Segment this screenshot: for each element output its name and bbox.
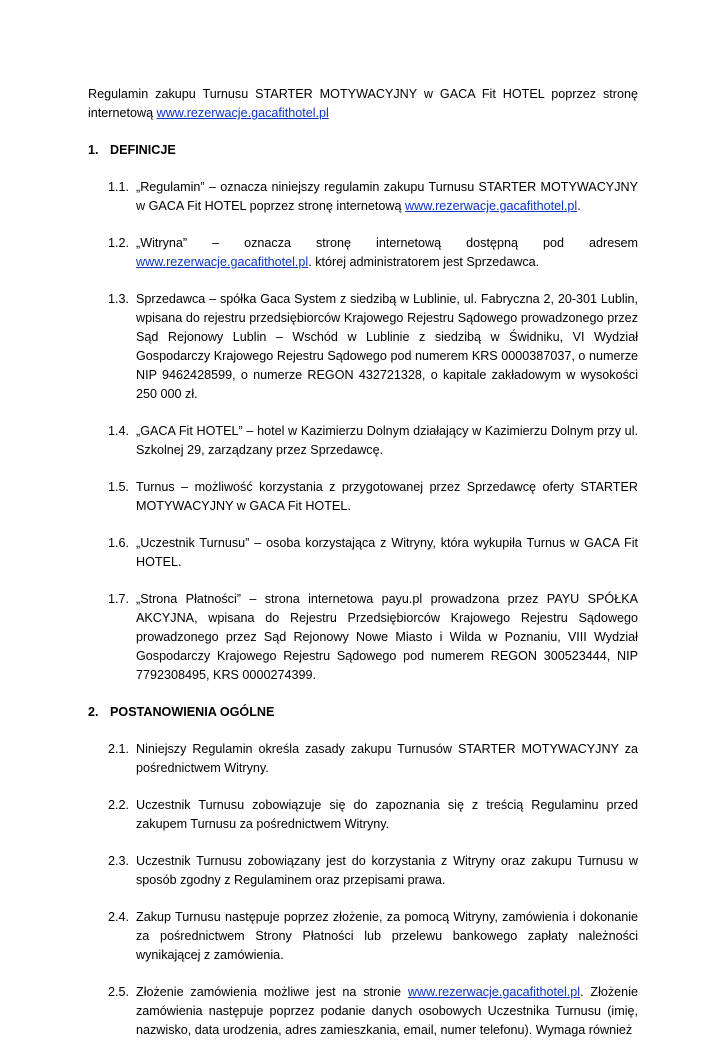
section-number: 1. — [88, 143, 99, 157]
item-text: „Strona Płatności” – strona internetowa payu.pl prowadzona przez PAYU SPÓŁKA AKCYJNA, wpisana do Rejestru Przedsiębiorców Krajowego Rejestru Sądowego prowadzonego przez Sąd Rejonowy Nowe Miasto i Wilda w Poznaniu, VIII Wydział Gospodarczy Krajowego Rejestru Sądowego pod numerem REGON 300523444, NIP 7792308495, KRS 0000274399. — [136, 592, 638, 682]
list-item — [108, 796, 638, 834]
item-text: „Uczestnik Turnusu” – osoba korzystająca z Witryny, która wykupiła Turnus w GACA Fit HOTEL. — [136, 536, 638, 569]
item-number: 1.6. — [108, 536, 130, 550]
section-title: POSTANOWIENIA OGÓLNE — [110, 705, 275, 719]
list-item — [108, 290, 638, 404]
list-item — [108, 478, 638, 516]
list-item — [108, 740, 638, 778]
intro-text: Regulamin zakupu Turnusu STARTER MOTYWACYJNY w GACA Fit HOTEL poprzez stronę internetową — [88, 87, 638, 120]
item-text: Sprzedawca – spółka Gaca System z siedzibą w Lublinie, ul. Fabryczna 2, 20-301 Lublin, wpisana do rejestru przedsiębiorców Krajowego Rejestru Sądowego prowadzonego przez Sąd Rejonowy Lublin – Wschód w Lublinie z siedzibą w Świdniku, VI Wydział Gospodarczy Krajowego Rejestru Sądowego pod numerem KRS 0000387037, o numerze NIP 9462428599, o numerze REGON 432721328, o kapitale zakładowym w wysokości 250 000 zł. — [136, 292, 638, 401]
item-number: 1.3. — [108, 292, 130, 306]
section-number: 2. — [88, 705, 99, 719]
item-number: 1.2. — [108, 236, 130, 250]
item-text: Złożenie zamówienia możliwe jest na stronie www.rezerwacje.gacafithotel.pl. Złożenie zamówienia następuje poprzez podanie danych osobowych Uczestnika Turnusu (imię, nazwisko, data urodzenia, adres zamieszkania, email, numer telefonu). Wymaga również — [136, 985, 638, 1037]
item-number: 2.5. — [108, 985, 130, 999]
website-link[interactable]: www.rezerwacje.gacafithotel.pl — [136, 255, 309, 269]
section-heading — [88, 141, 638, 160]
list-item — [108, 422, 638, 460]
item-text: „GACA Fit HOTEL” – hotel w Kazimierzu Dolnym działający w Kazimierzu Dolnym przy ul. Szkolnej 29, zarządzany przez Sprzedawcę. — [136, 424, 638, 457]
section-heading — [88, 703, 638, 722]
list-item — [108, 590, 638, 685]
item-number: 1.4. — [108, 424, 130, 438]
item-number: 2.3. — [108, 854, 130, 868]
item-text: „Regulamin” – oznacza niniejszy regulamin zakupu Turnusu STARTER MOTYWACYJNY w GACA Fit HOTEL poprzez stronę internetową www.rezerwacje.gacafithotel.pl. — [136, 180, 638, 213]
intro-link[interactable]: www.rezerwacje.gacafithotel.pl — [156, 106, 329, 120]
website-link[interactable]: www.rezerwacje.gacafithotel.pl — [407, 985, 581, 999]
document-intro — [88, 85, 638, 123]
item-number: 2.1. — [108, 742, 130, 756]
item-number: 1.7. — [108, 592, 130, 606]
list-item — [108, 852, 638, 890]
list-item — [108, 234, 638, 272]
list-item — [108, 908, 638, 965]
item-text: Niniejszy Regulamin określa zasady zakupu Turnusów STARTER MOTYWACYJNY za pośrednictwem Witryny. — [136, 742, 638, 775]
item-text: Uczestnik Turnusu zobowiązany jest do korzystania z Witryny oraz zakupu Turnusu w sposób zgodny z Regulaminem oraz przepisami prawa. — [136, 854, 638, 887]
list-item — [108, 534, 638, 572]
item-number: 1.5. — [108, 480, 130, 494]
website-link[interactable]: www.rezerwacje.gacafithotel.pl — [405, 199, 578, 213]
item-text: Uczestnik Turnusu zobowiązuje się do zapoznania się z treścią Regulaminu przed zakupem Turnusu za pośrednictwem Witryny. — [136, 798, 638, 831]
item-text: Turnus – możliwość korzystania z przygotowanej przez Sprzedawcę oferty STARTER MOTYWACYJNY w GACA Fit HOTEL. — [136, 480, 638, 513]
item-number: 2.4. — [108, 910, 130, 924]
item-text: Zakup Turnusu następuje poprzez złożenie, za pomocą Witryny, zamówienia i dokonanie za pośrednictwem Strony Płatności lub przelewu bankowego zapłaty należności wynikającej z zamówienia. — [136, 910, 638, 962]
item-number: 2.2. — [108, 798, 130, 812]
section-title: DEFINICJE — [110, 143, 176, 157]
item-text: „Witryna” – oznacza stronę internetową dostępną pod adresem www.rezerwacje.gacafithotel.pl. której administratorem jest Sprzedawca. — [136, 236, 638, 269]
list-item — [108, 983, 638, 1040]
item-number: 1.1. — [108, 180, 130, 194]
list-item — [108, 178, 638, 216]
